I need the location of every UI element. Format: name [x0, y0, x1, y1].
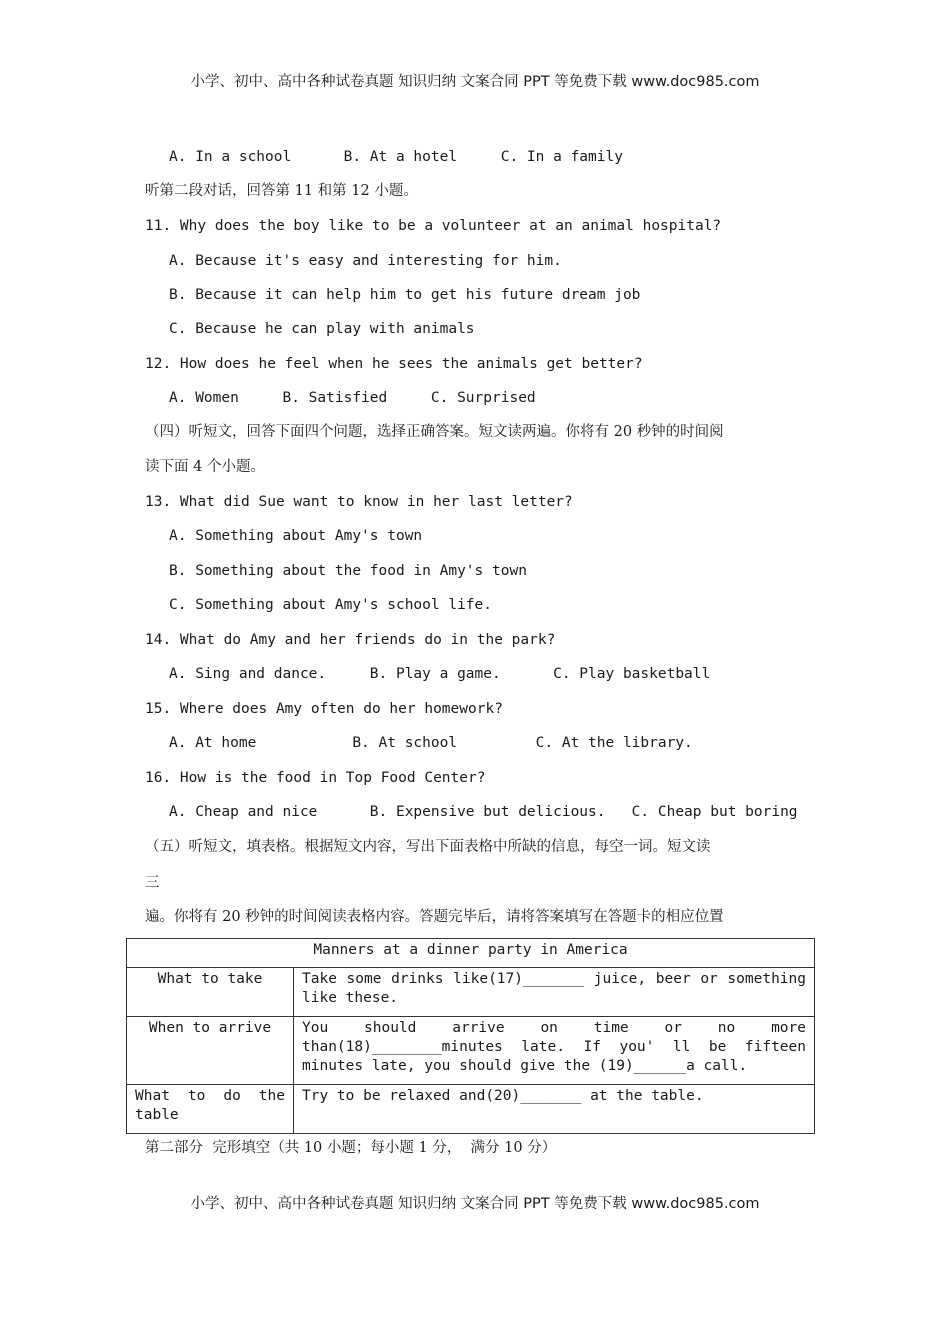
part2-heading: 第二部分 完形填空（共 10 小题；每小题 1 分， 满分 10 分） — [145, 1140, 557, 1156]
q10-options: A. In a school B. At a hotel C. In a family — [169, 149, 623, 165]
question-13: 13. What did Sue want to know in her last letter? — [145, 494, 573, 510]
row-label-what-to-take: What to take — [127, 968, 294, 1017]
row-value-when-to-arrive: You should arrive on time or no more than(18)________minutes late. If you' ll be fifteen minutes late, you should give the (19)______a call. — [294, 1017, 815, 1085]
manners-table — [126, 938, 815, 1134]
row-label-what-to-do: What to do the table — [127, 1085, 294, 1134]
question-11: 11. Why does the boy like to be a volunteer at an animal hospital? — [145, 218, 722, 234]
question-15: 15. Where does Amy often do her homework? — [145, 701, 503, 717]
row-value-what-to-do: Try to be relaxed and(20)_______ at the table. — [294, 1085, 815, 1134]
question-16: 16. How is the food in Top Food Center? — [145, 770, 486, 786]
q14-options: A. Sing and dance. B. Play a game. C. Play basketball — [169, 666, 711, 682]
table-row — [127, 1085, 815, 1134]
part5-instruction-line2: 三 — [145, 875, 160, 891]
q12-options: A. Women B. Satisfied C. Surprised — [169, 390, 536, 406]
q13-option-a: A. Something about Amy's town — [169, 528, 423, 544]
part4-instruction-line1: （四）听短文，回答下面四个问题，选择正确答案。短文读两遍。你将有 20 秒钟的时间阅 — [145, 424, 724, 440]
row-label-when-to-arrive: When to arrive — [127, 1017, 294, 1085]
q11-option-b: B. Because it can help him to get his future dream job — [169, 287, 641, 303]
q11-option-a: A. Because it's easy and interesting for him. — [169, 253, 562, 269]
page-header: 小学、初中、高中各种试卷真题 知识归纳 文案合同 PPT 等免费下载 www.doc985.com — [190, 74, 760, 90]
q16-options: A. Cheap and nice B. Expensive but delicious. C. Cheap but boring — [169, 804, 798, 820]
row-value-what-to-take: Take some drinks like(17)_______ juice, beer or something like these. — [294, 968, 815, 1017]
q15-options: A. At home B. At school C. At the library. — [169, 735, 693, 751]
part5-instruction-line3: 遍。你将有 20 秒钟的时间阅读表格内容。答题完毕后，请将答案填写在答题卡的相应位置 — [145, 909, 724, 925]
table-row — [127, 968, 815, 1017]
q13-option-b: B. Something about the food in Amy's town — [169, 563, 527, 579]
part4-instruction-line2: 读下面 4 个小题。 — [145, 459, 265, 475]
table-title: Manners at a dinner party in America — [127, 939, 815, 968]
question-12: 12. How does he feel when he sees the animals get better? — [145, 356, 643, 372]
q13-option-c: C. Something about Amy's school life. — [169, 597, 493, 613]
table-row — [127, 1017, 815, 1085]
part5-instruction-line1: （五）听短文，填表格。根据短文内容，写出下面表格中所缺的信息，每空一词。短文读 — [145, 839, 711, 855]
table-title-row — [127, 939, 815, 968]
q11-option-c: C. Because he can play with animals — [169, 321, 475, 337]
question-14: 14. What do Amy and her friends do in the park? — [145, 632, 556, 648]
page-footer: 小学、初中、高中各种试卷真题 知识归纳 文案合同 PPT 等免费下载 www.doc985.com — [190, 1196, 760, 1212]
section2-intro: 听第二段对话，回答第 11 和第 12 小题。 — [145, 183, 418, 199]
